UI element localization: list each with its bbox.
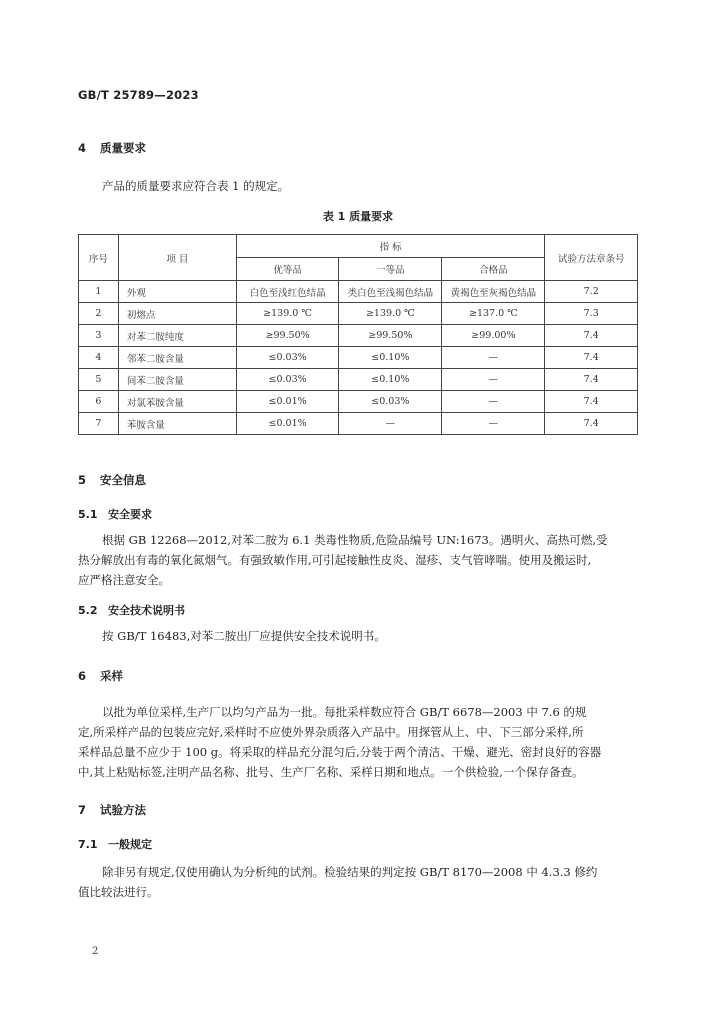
section-title: 质量要求 <box>100 141 146 155</box>
cell-item: 苯胺含量 <box>118 413 236 435</box>
section-number: 4 <box>78 141 87 155</box>
paragraph-line: 热分解放出有毒的氧化氮烟气。有强致敏作用,可引起接触性皮炎、湿疹、支气管哮喘。使用及搬运时, <box>78 553 592 567</box>
cell-grade2: 类白色至浅褐色结晶 <box>339 281 442 303</box>
paragraph-line: 值比较法进行。 <box>78 885 159 899</box>
table-row <box>79 281 638 303</box>
cell-grade1: 白色至浅红色结晶 <box>236 281 339 303</box>
col-header-index-group: 指 标 <box>236 235 545 258</box>
section-title: 安全信息 <box>100 473 146 487</box>
subsection-title: 安全技术说明书 <box>108 604 185 617</box>
paragraph-line: 定,所采样产品的包装应完好,采样时不应使外界杂质落入产品中。用探管从上、中、下三部分采样,所 <box>78 725 584 739</box>
quality-requirements-table <box>78 234 638 435</box>
col-header-grade2: 一等品 <box>339 258 442 281</box>
paragraph-line: 应严格注意安全。 <box>78 573 170 587</box>
standard-number-header: GB/T 25789—2023 <box>78 88 199 102</box>
subsection-5-1-paragraph <box>78 530 638 590</box>
cell-grade2: ≥139.0 ℃ <box>339 303 442 325</box>
table-row <box>79 325 638 347</box>
paragraph-line: 根据 GB 12268—2012,对苯二胺为 6.1 类毒性物质,危险品编号 UN:1673。遇明火、高热可燃,受 <box>102 533 608 547</box>
subsection-7-1-heading <box>78 836 152 852</box>
subsection-7-1-paragraph <box>78 862 638 902</box>
table-row <box>79 369 638 391</box>
table-caption: 表 1 质量要求 <box>322 210 394 223</box>
col-header-grade3: 合格品 <box>442 258 545 281</box>
cell-grade2: — <box>339 413 442 435</box>
paragraph-text: 按 GB/T 16483,对苯二胺出厂应提供安全技术说明书。 <box>102 629 386 643</box>
table-row <box>79 413 638 435</box>
section-6-heading <box>78 668 123 684</box>
cell-grade3: — <box>442 413 545 435</box>
col-header-item: 项 目 <box>118 235 236 281</box>
cell-grade2: ≤0.03% <box>339 391 442 413</box>
cell-grade1: ≤0.01% <box>236 391 339 413</box>
section-number: 7 <box>78 803 87 817</box>
section-7-heading <box>78 802 146 818</box>
subsection-title: 一般规定 <box>108 838 152 851</box>
subsection-5-2-heading <box>78 602 185 618</box>
cell-no: 2 <box>79 303 119 325</box>
cell-grade3: 黄褐色至灰褐色结晶 <box>442 281 545 303</box>
table-row <box>79 347 638 369</box>
section-title: 试验方法 <box>100 803 146 817</box>
cell-method: 7.4 <box>545 347 638 369</box>
cell-method: 7.3 <box>545 303 638 325</box>
cell-item: 对氯苯胺含量 <box>118 391 236 413</box>
cell-grade3: ≥137.0 ℃ <box>442 303 545 325</box>
subsection-title: 安全要求 <box>108 508 152 521</box>
col-header-method: 试验方法章条号 <box>545 235 638 281</box>
paragraph-line: 除非另有规定,仅使用确认为分析纯的试剂。检验结果的判定按 GB/T 8170—2008 中 4.3.3 修约 <box>102 865 598 879</box>
section-5-heading <box>78 472 146 488</box>
subsection-number: 5.1 <box>78 508 98 521</box>
paragraph-text: 产品的质量要求应符合表 1 的规定。 <box>102 179 290 193</box>
cell-item: 外观 <box>118 281 236 303</box>
table-row <box>79 391 638 413</box>
cell-item: 间苯二胺含量 <box>118 369 236 391</box>
section-4-heading <box>78 140 146 156</box>
cell-grade1: ≥99.50% <box>236 325 339 347</box>
page-number: 2 <box>92 946 99 957</box>
table-row <box>79 303 638 325</box>
cell-no: 7 <box>79 413 119 435</box>
cell-grade1: ≤0.03% <box>236 347 339 369</box>
cell-no: 6 <box>79 391 119 413</box>
subsection-5-2-paragraph <box>78 626 638 646</box>
cell-grade3: — <box>442 391 545 413</box>
cell-item: 邻苯二胺含量 <box>118 347 236 369</box>
cell-grade3: ≥99.00% <box>442 325 545 347</box>
cell-no: 3 <box>79 325 119 347</box>
section-number: 5 <box>78 473 87 487</box>
cell-grade1: ≥139.0 ℃ <box>236 303 339 325</box>
cell-grade3: — <box>442 369 545 391</box>
col-header-no: 序号 <box>79 235 119 281</box>
col-header-grade1: 优等品 <box>236 258 339 281</box>
cell-item: 初熔点 <box>118 303 236 325</box>
cell-grade1: ≤0.03% <box>236 369 339 391</box>
cell-grade3: — <box>442 347 545 369</box>
cell-no: 4 <box>79 347 119 369</box>
cell-method: 7.2 <box>545 281 638 303</box>
cell-method: 7.4 <box>545 391 638 413</box>
subsection-number: 7.1 <box>78 838 98 851</box>
paragraph-line: 以批为单位采样,生产厂以均匀产品为一批。每批采样数应符合 GB/T 6678—2003 中 7.6 的规 <box>102 705 587 719</box>
cell-no: 1 <box>79 281 119 303</box>
cell-method: 7.4 <box>545 325 638 347</box>
cell-grade2: ≥99.50% <box>339 325 442 347</box>
paragraph-line: 中,其上粘贴标签,注明产品名称、批号、生产厂名称、采样日期和地点。一个供检验,一个保存备查。 <box>78 765 584 779</box>
cell-grade1: ≤0.01% <box>236 413 339 435</box>
section-number: 6 <box>78 669 87 683</box>
cell-grade2: ≤0.10% <box>339 369 442 391</box>
cell-method: 7.4 <box>545 369 638 391</box>
subsection-number: 5.2 <box>78 604 98 617</box>
paragraph-line: 采样品总量不应少于 100 g。将采取的样品充分混匀后,分装于两个清洁、干燥、避光、密封良好的容器 <box>78 745 602 759</box>
section-title: 采样 <box>100 669 123 683</box>
section-4-paragraph <box>78 176 638 196</box>
subsection-5-1-heading <box>78 506 152 522</box>
cell-no: 5 <box>79 369 119 391</box>
cell-item: 对苯二胺纯度 <box>118 325 236 347</box>
cell-method: 7.4 <box>545 413 638 435</box>
cell-grade2: ≤0.10% <box>339 347 442 369</box>
section-6-paragraph <box>78 702 638 782</box>
